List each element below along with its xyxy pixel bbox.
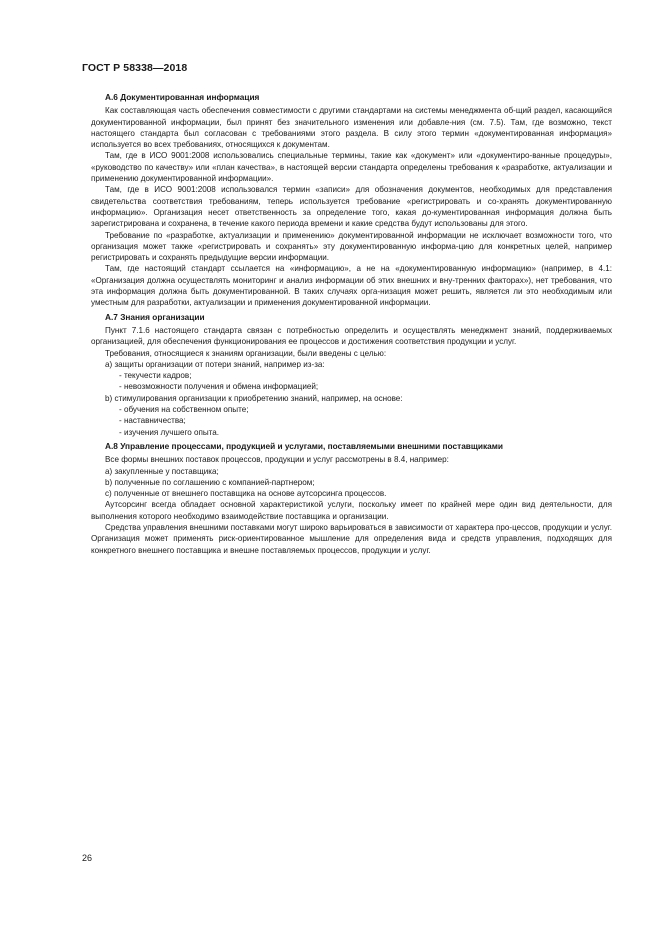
paragraph: Пункт 7.1.6 настоящего стандарта связан с потребностью определить и осуществлять менеджмент знаний, поддерживаемых организацией, для обеспечения функционирования ее процессов и достижения соответствия продукции и услуг. — [91, 325, 612, 347]
paragraph: Все формы внешних поставок процессов, продукции и услуг рассмотрены в 8.4, например: — [105, 455, 449, 465]
paragraph: Там, где настоящий стандарт ссылается на «информацию», а не на «документированную информацию» (например, в 4.1: «Организация должна осуществлять мониторинг и анализ информации об этих внешних и вну-тренних факторах»), нет требования, что эта информация должна быть документированной. В таких случаях орга-низация может решить, является ли это необходимым или уместным для разработки, актуализации и применения документированной информации. — [91, 264, 612, 308]
list-item: а) защиты организации от потери знаний, например из-за: — [105, 359, 325, 369]
list-item: b) стимулирования организации к приобретению знаний, например, на основе: — [105, 393, 403, 403]
section-heading: А.6 Документированная информация — [105, 92, 260, 102]
list-subitem: - обучения на собственном опыте; — [119, 405, 249, 415]
section-a7 — [91, 312, 612, 438]
paragraph: Там, где в ИСО 9001:2008 использовался термин «записи» для обозначения документов, необходимых для представления свидетельства соответствия требованиям, теперь используется требование «регистрировать и со-хранять документированную информацию». Организация несет ответственность за определение того, какая до-кументированная информация должна быть зарегистрирована и сохранена, в течение какого периода времени и какие средства будут использованы для этого. — [91, 185, 612, 229]
document-header: ГОСТ Р 58338—2018 — [82, 62, 188, 74]
list-item: a) закупленные у поставщика; — [105, 466, 219, 476]
list-item: b) полученные по соглашению с компанией-партнером; — [105, 477, 315, 487]
document-body — [91, 92, 612, 559]
paragraph: Аутсорсинг всегда обладает основной характеристикой услуги, поскольку имеет по крайней мере один вид деятельности, для выполнения которого необходимо взаимодействие поставщика и организации. — [91, 500, 612, 521]
list-subitem: - невозможности получения и обмена информацией; — [119, 382, 319, 392]
paragraph: Требования, относящиеся к знаниям организации, были введены с целью: — [105, 348, 387, 358]
paragraph: Как составляющая часть обеспечения совместимости с другими стандартами на системы менеджмента об-щий раздел, касающийся документированной информации, был принят без значительного изменения или добавле-ния (см. 7.5). Там, где возможно, текст настоящего стандарта был согласован с требованиями этого раздела. В силу этого термин «документированная информация» используется во всех требованиях, относящихся к документам. — [91, 106, 612, 150]
paragraph: Там, где в ИСО 9001:2008 использовались специальные термины, такие как «документ» или «документиро-ванные процедуры», «руководство по качеству» или «план качества», в настоящей версии стандарта определены требования к «разработке, актуализации и применению документированной информации». — [91, 151, 612, 184]
section-a6 — [91, 92, 612, 309]
list-subitem: - изучения лучшего опыта. — [119, 427, 220, 437]
section-heading: А.7 Знания организации — [105, 311, 205, 322]
section-a8 — [91, 441, 612, 556]
list-item: c) полученные от внешнего поставщика на основе аутсорсинга процессов. — [105, 489, 387, 499]
section-heading: А.8 Управление процессами, продукцией и услугами, поставляемыми внешними поставщиками — [105, 440, 504, 451]
paragraph: Требование по «разработке, актуализации и применению» документированной информации не исключает возможности того, что организация может также «регистрировать и сохранять» эту документированную информа-цию для конкретных целей, например регистрировать и сохранять предыдущие версии информации. — [91, 230, 612, 263]
paragraph: Средства управления внешними поставками могут широко варьироваться в зависимости от характера про-цессов, продукции и услуг. Организация может применять риск-ориентированное мышление для определения вида и средств управления, подходящих для конкретного внешнего поставщика и внешне поставляемых процессов, продукции и услуг. — [91, 522, 612, 555]
list-subitem: - текучести кадров; — [119, 371, 192, 381]
page-number: 26 — [82, 853, 93, 863]
list-subitem: - наставничества; — [119, 416, 186, 426]
